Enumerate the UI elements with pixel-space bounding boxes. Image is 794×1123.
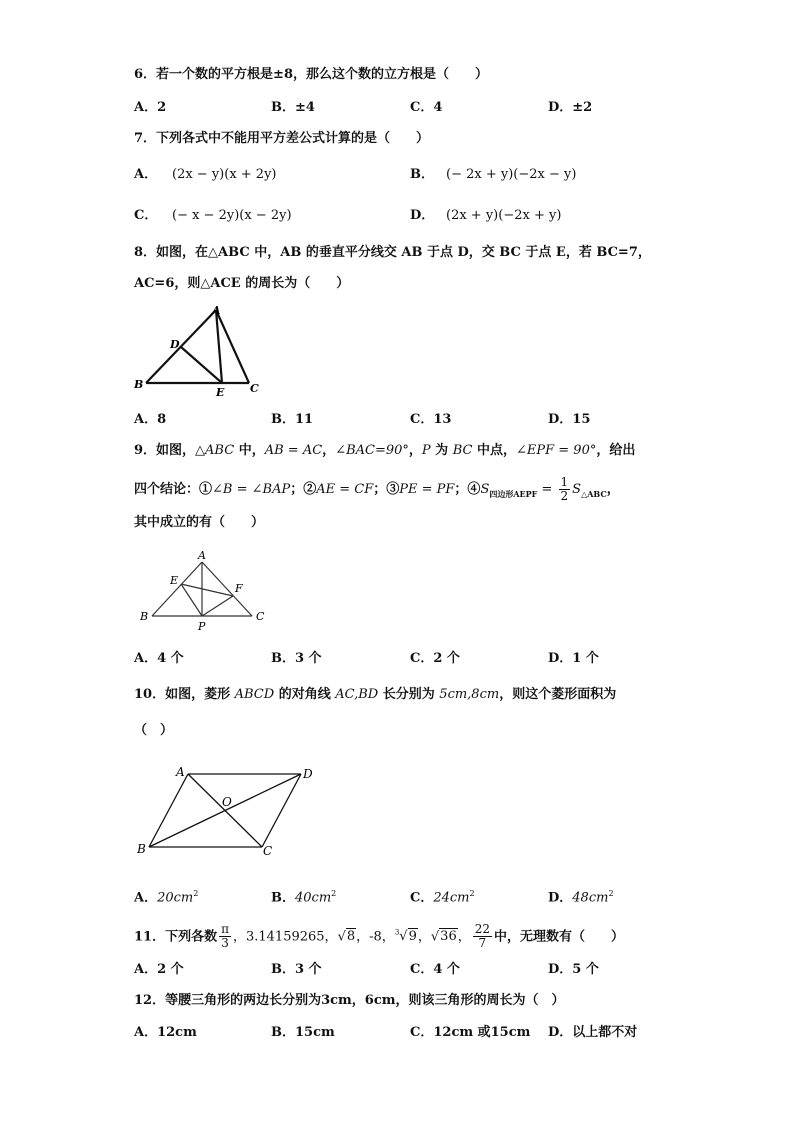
- q9-subscript: 四边形AEPF: [489, 489, 538, 499]
- q7-option-c-expr: (− x − 2y)(x − 2y): [172, 208, 292, 223]
- q6-option-c: C．4: [410, 100, 443, 115]
- question-10-line2: （ ）: [134, 723, 174, 738]
- q9-triangle-figure: [138, 546, 274, 638]
- q10-option-c: [410, 885, 475, 907]
- q9-math: ∠B = ∠BAP: [212, 482, 291, 497]
- q11-sqrt-36: √36: [430, 929, 457, 945]
- q9-label-c: C: [256, 610, 265, 623]
- q9-frac-den: 2: [560, 489, 569, 503]
- q9-option-a: A．4 个: [134, 651, 184, 666]
- q9-text: ，: [322, 443, 336, 458]
- q9-fraction: [559, 476, 571, 503]
- q10-rhombus-figure: [134, 762, 324, 862]
- q9-text: ，给出: [596, 443, 636, 458]
- q11-option-c: C．4 个: [410, 962, 460, 977]
- q10-label-d: D: [303, 767, 313, 781]
- q9-math: BC: [452, 443, 473, 458]
- q10-option-label: C．: [410, 890, 434, 906]
- q9-label-a: A: [198, 549, 206, 562]
- q11-frac-den: 7: [478, 936, 487, 951]
- q6-option-d: D．±2: [548, 100, 593, 115]
- q11-radicand: 36: [440, 929, 457, 945]
- question-9-line3: 其中成立的有（ ）: [134, 515, 265, 530]
- q9-math: ∠BAC=90°: [335, 443, 409, 458]
- q9-text: ，: [606, 482, 620, 497]
- q11-option-d: D．5 个: [548, 962, 599, 977]
- q9-text: ；②: [290, 482, 317, 497]
- q9-text: ；③: [373, 482, 400, 497]
- q7-option-b-expr: (− 2x + y)(−2x − y): [446, 167, 577, 182]
- q8-label-b: B: [134, 378, 144, 391]
- q10-text: 10．如图，菱形: [134, 687, 235, 702]
- q11-text: ，3.14159265，: [232, 929, 338, 945]
- q10-option-value: 20cm: [157, 890, 194, 906]
- q10-label-c: C: [263, 844, 273, 858]
- q9-text: ；④: [454, 482, 481, 497]
- question-9-line2: [134, 476, 620, 503]
- q10-math: AC,BD: [335, 687, 379, 702]
- q11-frac-den: 3: [221, 936, 229, 951]
- q8-option-c: C．13: [410, 412, 452, 427]
- q10-math: 5cm,8cm: [439, 687, 500, 702]
- question-8-line1: 8．如图，在△ABC 中，AB 的垂直平分线交 AB 于点 D，交 BC 于点 E，若 BC=7，: [134, 245, 651, 260]
- q10-option-exp: 2: [331, 889, 337, 898]
- q8-label-e: E: [216, 386, 225, 399]
- q10-math: ABCD: [234, 687, 275, 702]
- q10-option-exp: 2: [608, 889, 614, 898]
- question-8-line2: AC=6，则△ACE 的周长为（ ）: [134, 276, 350, 291]
- q6-option-b: B．±4: [271, 100, 315, 115]
- q9-math: S: [572, 482, 582, 497]
- q8-label-c: C: [250, 382, 259, 395]
- q9-text: 为: [430, 443, 453, 458]
- q7-option-c-label: C．: [134, 208, 158, 223]
- q10-option-exp: 2: [469, 889, 475, 898]
- q9-text: 中，: [234, 443, 265, 458]
- q11-pi-fraction: [219, 923, 231, 950]
- q7-option-b-label: B．: [410, 167, 434, 182]
- question-9-line1: [134, 442, 635, 460]
- q11-cbrt-9: $^3$√9: [394, 929, 417, 945]
- q9-label-f: F: [235, 582, 243, 595]
- q11-text: 11．下列各数: [134, 929, 218, 945]
- q9-math: AB = AC: [264, 443, 323, 458]
- q9-text: 9．如图，: [134, 443, 196, 458]
- q9-label-b: B: [140, 610, 149, 623]
- q10-label-a: A: [176, 765, 185, 779]
- q10-option-value: 40cm: [295, 890, 332, 906]
- q8-label-d: D: [170, 338, 180, 351]
- q10-option-d: [548, 885, 614, 907]
- q9-math: ∠EPF = 90°: [516, 443, 597, 458]
- q10-text: 长分别为: [378, 687, 440, 702]
- question-12-stem: 12．等腰三角形的两边长分别为3cm，6cm，则该三角形的周长为（ ）: [134, 993, 565, 1008]
- q6-option-a: A．2: [134, 100, 167, 115]
- q9-text: 四个结论：①: [134, 482, 213, 497]
- q9-text: 中点，: [472, 443, 516, 458]
- q10-label-b: B: [137, 842, 146, 856]
- q7-option-a-expr: (2x − y)(x + 2y): [172, 167, 277, 182]
- q12-option-a: A．12cm: [134, 1025, 197, 1040]
- q11-22-7-fraction: [473, 923, 492, 950]
- q11-frac-num: 22: [474, 922, 491, 937]
- q10-option-value: 24cm: [433, 890, 470, 906]
- q10-option-a: [134, 885, 198, 907]
- q11-radicand: 8: [346, 929, 356, 945]
- q9-math: =: [537, 482, 557, 497]
- q11-text: ，-8，: [356, 929, 395, 945]
- q11-frac-num: π: [221, 922, 229, 937]
- q12-option-c: C．12cm 或15cm: [410, 1025, 531, 1040]
- q9-math: △ABC: [195, 443, 235, 458]
- question-10-line1: [134, 686, 616, 704]
- q11-radicand: 9: [408, 929, 417, 945]
- q8-option-d: D．15: [548, 412, 591, 427]
- q7-option-d-expr: (2x + y)(−2x + y): [446, 208, 562, 223]
- q8-option-b: B．11: [271, 412, 314, 427]
- q9-math: AE = CF: [316, 482, 374, 497]
- q10-text: ，则这个菱形面积为: [499, 687, 617, 702]
- q8-triangle-figure: [130, 300, 270, 400]
- q9-label-e: E: [170, 574, 179, 587]
- q11-option-b: B．3 个: [271, 962, 322, 977]
- q9-label-p: P: [198, 620, 206, 633]
- q10-option-value: 48cm: [572, 890, 609, 906]
- q9-math: P: [421, 443, 431, 458]
- question-6-stem: 6．若一个数的平方根是±8，那么这个数的立方根是（ ）: [134, 67, 488, 82]
- q12-option-b: B．15cm: [271, 1025, 335, 1040]
- q11-text: 中，无理数有（ ）: [494, 929, 625, 945]
- q10-option-label: B．: [271, 890, 295, 906]
- q8-option-a: A．8: [134, 412, 167, 427]
- q12-option-d: D．以上都不对: [548, 1025, 638, 1040]
- q9-frac-num: 1: [560, 475, 569, 489]
- q9-math: S: [480, 482, 490, 497]
- q10-option-exp: 2: [193, 889, 199, 898]
- q9-math: PE = PF: [399, 482, 455, 497]
- q9-option-b: B．3 个: [271, 651, 322, 666]
- q11-text: ，: [457, 929, 471, 945]
- q11-text: ，: [417, 929, 431, 945]
- q11-root-index: 3: [394, 929, 400, 937]
- question-11-stem: [134, 918, 624, 952]
- q10-option-b: [271, 885, 336, 907]
- q7-option-d-label: D．: [410, 208, 435, 223]
- q10-text: 的对角线: [274, 687, 336, 702]
- q9-option-c: C．2 个: [410, 651, 460, 666]
- question-7-stem: 7．下列各式中不能用平方差公式计算的是（ ）: [134, 131, 430, 146]
- q10-option-label: D．: [548, 890, 573, 906]
- q11-option-a: A．2 个: [134, 962, 184, 977]
- q9-text: ，: [408, 443, 422, 458]
- q10-label-o: O: [222, 795, 232, 809]
- q8-label-a: A: [212, 304, 221, 317]
- q10-option-label: A．: [134, 890, 158, 906]
- q7-option-a-label: A．: [134, 167, 158, 182]
- q11-sqrt-8: √8: [337, 929, 356, 945]
- q9-option-d: D．1 个: [548, 651, 599, 666]
- q9-subscript: △ABC: [581, 489, 607, 499]
